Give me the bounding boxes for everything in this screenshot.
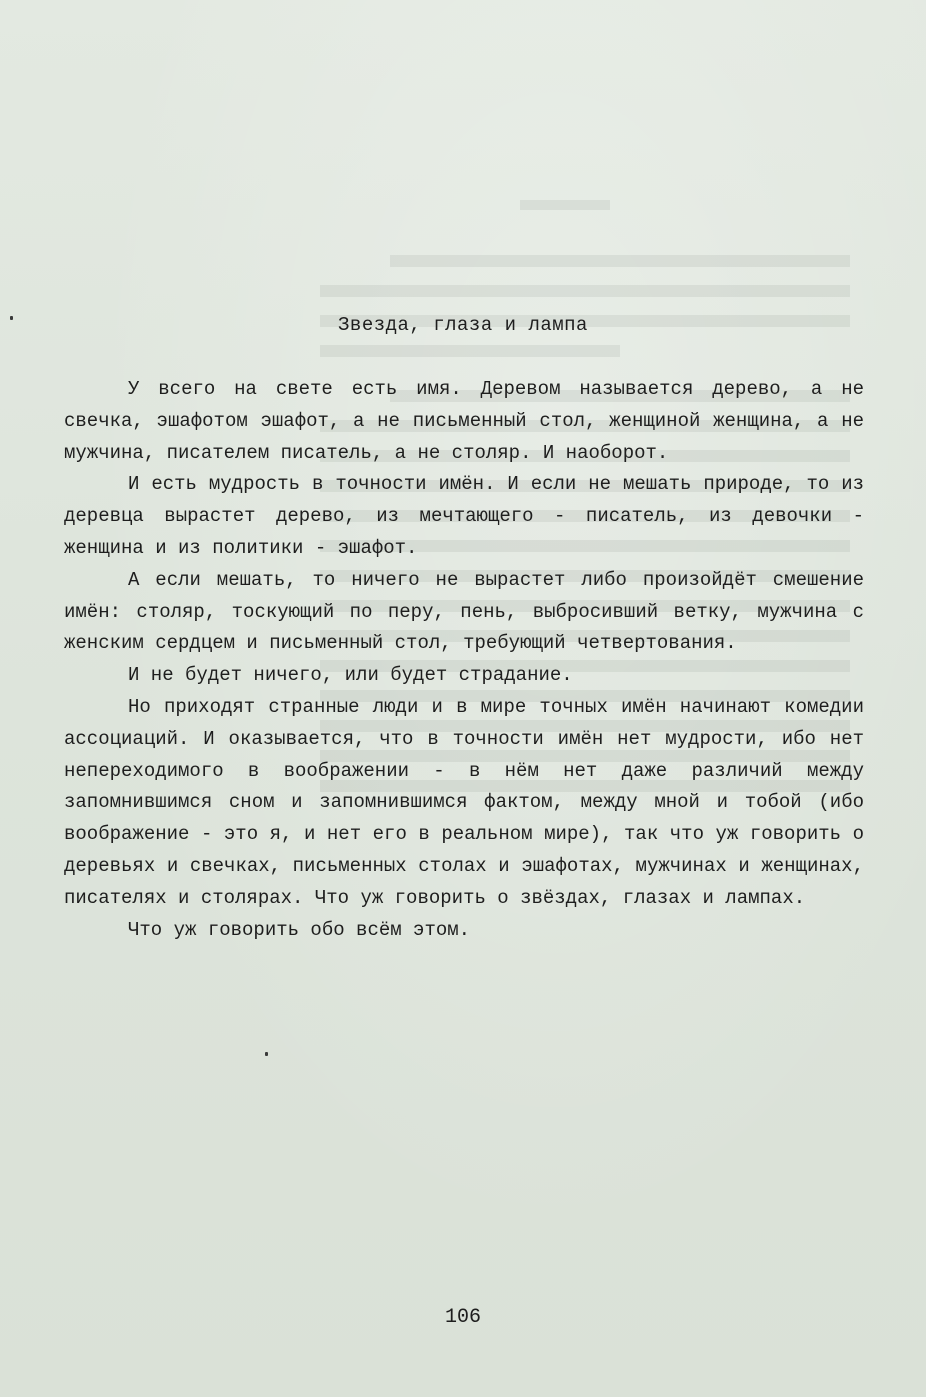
paragraph: А если мешать, то ничего не вырастет либо произойдёт смешение имён: столяр, тоскующий по перу, пень, выбросивший ветку, мужчина с женским сердцем и письменный стол, требующий четвертования. <box>64 568 864 655</box>
paragraph: У всего на свете есть имя. Деревом называется дерево, а не свечка, эшафотом эшафот, а не письменный стол, женщиной женщина, а не мужчина, писателем писатель, а не столяр. И наоборот. <box>64 378 864 464</box>
margin-mark <box>10 316 13 320</box>
poem-title: Звезда, глаза и лампа <box>338 314 588 336</box>
paragraph: Но приходят странные люди и в мире точных имён начинают комедии ассоциаций. И оказывается, что в точности имён нет мудрости, ибо нет непереходимого в воображении - в нём нет даже различий между запомнившимся сном и запомнившимся фактом, между мной и тобой (ибо воображение - это я, и нет его в реальном мире), так что уж говорить о деревьях и свечках, письменных столах и эшафотах, мужчинах и женщинах, писателях и столярах. Что уж говорить о звёздах, глазах и лампах. <box>64 695 864 909</box>
paragraph: Что уж говорить обо всём этом. <box>128 918 471 941</box>
paragraph: И есть мудрость в точности имён. И если не мешать природе, то из деревца вырастет дерево, из мечтающего - писатель, из девочки - женщина и из политики - эшафот. <box>64 473 864 559</box>
paragraph: И не будет ничего, или будет страдание. <box>128 664 573 687</box>
ink-speck <box>265 1052 268 1056</box>
page-number: 106 <box>444 1306 481 1329</box>
body-text <box>64 374 864 946</box>
